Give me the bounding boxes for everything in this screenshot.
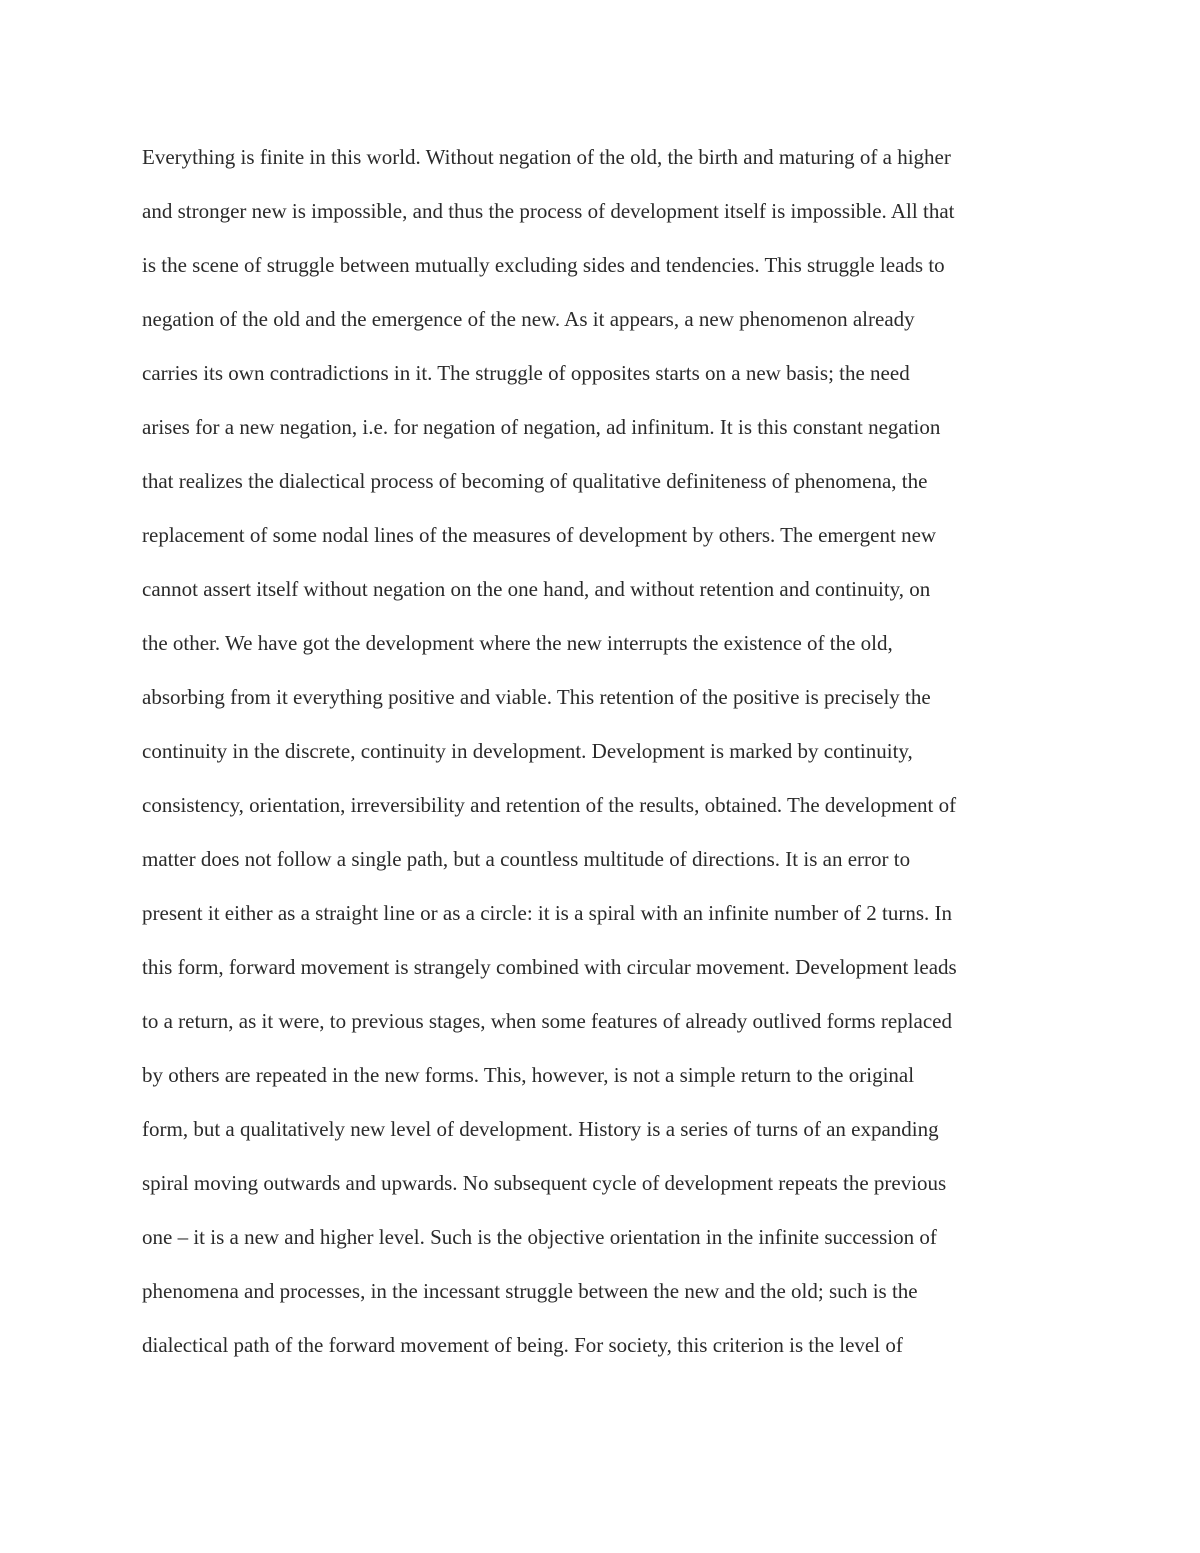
text-line-4: negation of the old and the emergence of the new. As it appears, a new phenomenon already [142, 307, 915, 331]
text-line-15: present it either as a straight line or as a circle: it is a spiral with an infinite number of 2 turns. In [142, 901, 953, 925]
text-line-7: that realizes the dialectical process of becoming of qualitative definiteness of phenomena, the [142, 469, 928, 493]
text-line-1: Everything is finite in this world. Without negation of the old, the birth and maturing of a higher [142, 145, 951, 169]
text-line-23: dialectical path of the forward movement of being. For society, this criterion is the level of [142, 1333, 903, 1357]
text-line-17: to a return, as it were, to previous stages, when some features of already outlived forms replaced [142, 1009, 952, 1033]
text-line-6: arises for a new negation, i.e. for negation of negation, ad infinitum. It is this constant negation [142, 415, 941, 439]
text-line-19: form, but a qualitatively new level of development. History is a series of turns of an expanding [142, 1117, 939, 1141]
text-line-14: matter does not follow a single path, but a countless multitude of directions. It is an error to [142, 847, 911, 871]
text-line-8: replacement of some nodal lines of the measures of development by others. The emergent new [142, 523, 937, 547]
text-line-12: continuity in the discrete, continuity in development. Development is marked by continuity, [142, 739, 913, 763]
text-line-5: carries its own contradictions in it. The struggle of opposites starts on a new basis; the need [142, 361, 910, 385]
text-line-22: phenomena and processes, in the incessant struggle between the new and the old; such is the [142, 1279, 918, 1303]
text-line-20: spiral moving outwards and upwards. No subsequent cycle of development repeats the previous [142, 1171, 947, 1195]
body-paragraph [142, 130, 1082, 1372]
text-line-9: cannot assert itself without negation on the one hand, and without retention and continuity, on [142, 577, 931, 601]
text-line-13: consistency, orientation, irreversibility and retention of the results, obtained. The development of [142, 793, 957, 817]
text-line-3: is the scene of struggle between mutually excluding sides and tendencies. This struggle leads to [142, 253, 945, 277]
text-line-10: the other. We have got the development where the new interrupts the existence of the old, [142, 631, 893, 655]
text-line-18: by others are repeated in the new forms. This, however, is not a simple return to the original [142, 1063, 915, 1087]
text-line-11: absorbing from it everything positive and viable. This retention of the positive is precisely the [142, 685, 931, 709]
text-line-16: this form, forward movement is strangely combined with circular movement. Development leads [142, 955, 957, 979]
text-line-2: and stronger new is impossible, and thus the process of development itself is impossible. All that [142, 199, 955, 223]
text-line-21: one – it is a new and higher level. Such is the objective orientation in the infinite succession of [142, 1225, 937, 1249]
